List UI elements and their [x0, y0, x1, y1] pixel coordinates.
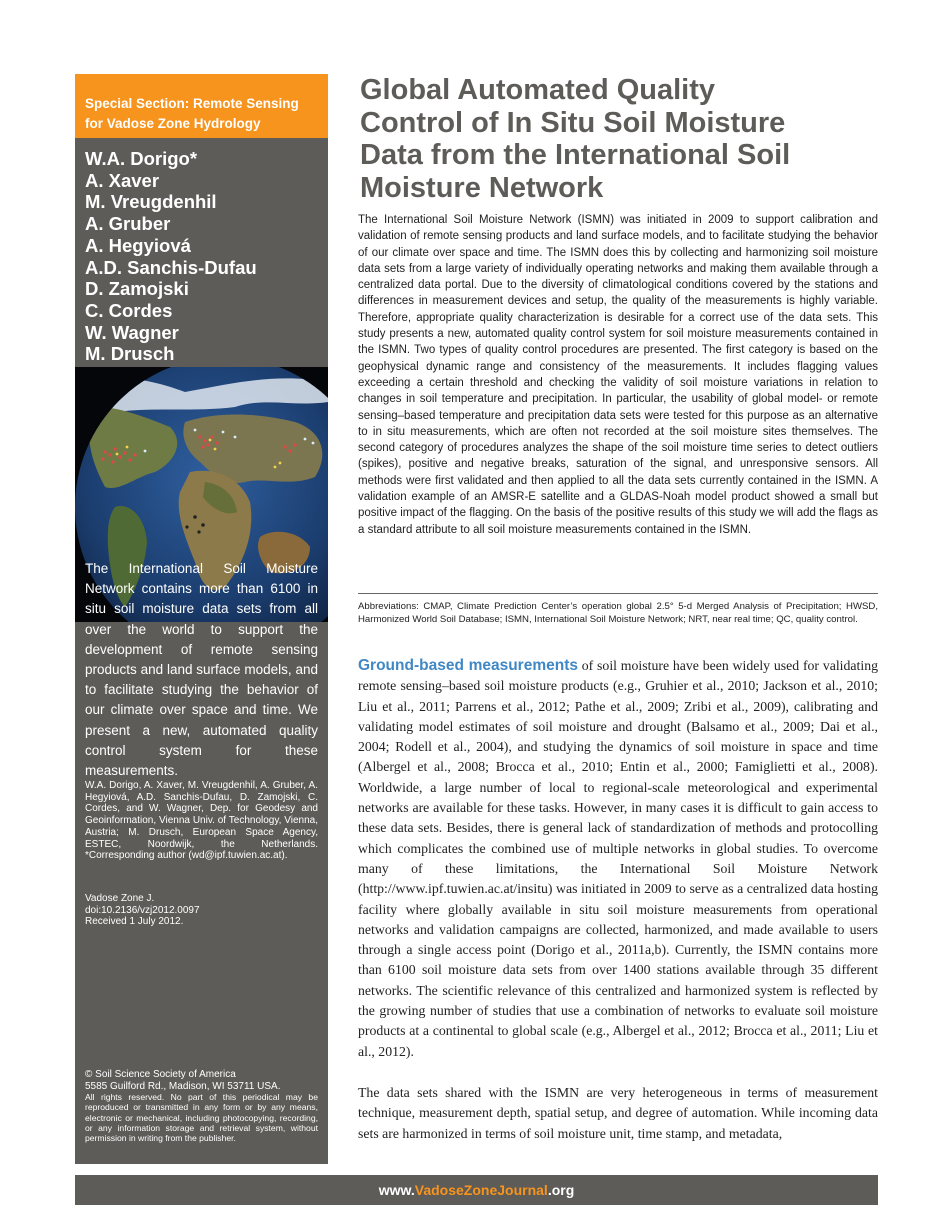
author-name: A.D. Sanchis-Dufau: [85, 256, 257, 278]
journal-info: [85, 893, 318, 928]
special-section-label: [75, 74, 328, 138]
author-name: C. Cordes: [85, 299, 173, 321]
abbreviations: Abbreviations: CMAP, Climate Prediction Center’s operation global 2.5° 5-d Merged Analysis of Precipitation; HWSD, Harmonized World Soil Database; ISMN, International Soil Moisture Network; NRT, near real time; QC, quality control.: [358, 601, 878, 625]
author-name: A. Hegyiová: [85, 234, 191, 256]
author-name: W.A. Dorigo*: [85, 148, 198, 169]
title-line: Control of In Situ Soil Moisture: [360, 106, 786, 139]
author-name: W. Wagner: [85, 321, 179, 343]
journal-name: Vadose Zone J.: [85, 893, 155, 904]
author-name: A. Gruber: [85, 213, 171, 235]
publisher-address: 5585 Guilford Rd., Madison, WI 53711 USA.: [85, 1080, 281, 1092]
body-paragraph: [358, 656, 878, 1062]
abstract: The International Soil Moisture Network (ISMN) was initiated in 2009 to support calibration and validation of remote sensing products and land surface models, and to facilitate studying the behavior of our climate over space and time. The ISMN does this by collecting and harmonizing soil moisture data sets from a large variety of individually operating networks and making them available through a centralized data portal. Due to the diversity of climatological conditions covered by the stations and differences in measurement devices and setup, the quality of the measurements is highly variable. Therefore, appropriate quality characterization is desirable for a correct use of the data sets. This study presents a new, automated quality control system for soil moisture measurements contained in the ISMN. Two types of quality control procedures are presented. The first category is based on the geophysical dynamic range and consistency of the measurements. It includes flagging values exceeding a certain threshold and checking the validity of soil moisture variations in relation to changes in soil temperature and precipitation. In particular, the usability of global model- or remote sensing–based temperature and precipitation data sets were tested for this purpose as an alternative to in situ measurements, which are often not recorded at the soil moisture sites themselves. The second category of procedures analyzes the shape of the soil moisture time series to detect outliers (spikes), positive and negative breaks, saturation of the signal, and unresponsive sensors. All methods were first validated and then applied to all the data sets currently contained in the ISMN. A validation example of an AMSR-E satellite and a GLDAS-Noah model product showed a small but positive impact of the flagging. On the basis of the positive results of this study we will add the flags as a standard attribute to all soil moisture measurements contained in the ISMN.: [358, 214, 878, 536]
title-line: Global Automated Quality: [360, 74, 716, 106]
article-title: [360, 74, 880, 204]
author-name: M. Drusch: [85, 343, 175, 365]
author-affiliations: W.A. Dorigo, A. Xaver, M. Vreugdenhil, A. Gruber, A. Hegyiová, A.D. Sanchis-Dufau, D. Zamojski, C. Cordes, and W. Wagner, Dep. for Geodesy and Geoinformation, Vienna Univ. of Technology, Vienna, Austria; M. Drusch, European Space Agency, ESTEC, Noordwijk, the Netherlands. *Corresponding author (wd@ipf.tuwien.ac.at).: [85, 780, 318, 862]
received-date: Received 1 July 2012.: [85, 916, 184, 928]
url-highlight: VadoseZoneJournal: [414, 1182, 548, 1198]
copyright-line: © Soil Science Society of America: [85, 1069, 236, 1080]
sidebar: [75, 74, 328, 1164]
author-name: M. Vreugdenhil: [85, 191, 217, 213]
paragraph-text: of soil moisture have been widely used for validating remote sensing–based soil moisture products (e.g., Gruhier et al., 2010; Jackson et al., 2010; Liu et al., 2011; Parrens et al., 2012; Pathe et al., 2009; Zribi et al., 2009), calibrating and validating model estimates of soil moisture and drought (Balsamo et al., 2009; Dai et al., 2004; Rodell et al., 2004), and studying the dynamics of soil moisture in space and time (Albergel et al., 2008; Brocca et al., 2010; Entin et al., 2000; Famiglietti et al., 2008). Worldwide, a large number of local to regional-scale meteorological and experimental networks are available for these tasks. However, in many cases it is difficult to gain access to these data sets. Besides, there is general lack of standardization of methods and protocolling which complicates the combined use of multiple networks in global studies. To overcome many of these limitations, the International Soil Moisture Network (http://www.ipf.tuwien.ac.at/insitu) was initiated in 2009 to serve as a centralized data hosting facility where globally available in situ soil moisture measurements from operational networks and validation campaigns are collected, harmonized, and made available to users through a single access point (Dorigo et al., 2011a,b). Currently, the ISMN contains more than 6100 soil moisture data sets from over 1400 stations available through 35 different networks. The scientific relevance of this centralized and harmonized system is reflected by the growing number of studies that use a combination of networks to evaluate soil moisture products at a continental to global scale (e.g., Albergel et al., 2012; Brocca et al., 2011; Liu et al., 2012).: [358, 658, 878, 1059]
title-line: Data from the International Soil: [360, 139, 791, 171]
url-suffix: .org: [547, 1182, 575, 1198]
url-prefix: www.: [378, 1182, 415, 1198]
section-heading: Ground-based measurements: [358, 657, 578, 674]
footer-bar: [75, 1175, 878, 1205]
doi: doi:10.2136/vzj2012.0097: [85, 904, 200, 916]
author-name: A. Xaver: [85, 169, 160, 191]
title-line: Moisture Network: [360, 171, 604, 204]
author-name: D. Zamojski: [85, 278, 189, 300]
section-label-line1: Special Section: Remote Sensing: [85, 96, 299, 111]
author-list: [85, 148, 325, 365]
copyright-block: [85, 1069, 318, 1143]
rights-statement: All rights reserved. No part of this periodical may be reproduced or transmitted in any form or by any means, electronic or mechanical, including photocopying, recording, or any information storage and retrieval system, without permission in writing from the publisher.: [85, 1092, 318, 1144]
summary-text: The International Soil Moisture Network contains more than 6100 in situ soil moisture data sets from all over the world to support the development of remote sensing products and land surface models, and to facilitate studying the behavior of our climate over space and time. We present a new, automated quality control system for these measurements.: [85, 561, 318, 779]
body-paragraph: The data sets shared with the ISMN are very heterogeneous in terms of measurement technique, measurement depth, spatial setup, and degree of automation. While incoming data sets are harmonized in terms of soil moisture unit, time stamp, and metadata,: [358, 1085, 878, 1141]
journal-url[interactable]: [379, 1182, 575, 1198]
divider: [358, 593, 878, 594]
section-label-line2: for Vadose Zone Hydrology: [85, 116, 261, 131]
